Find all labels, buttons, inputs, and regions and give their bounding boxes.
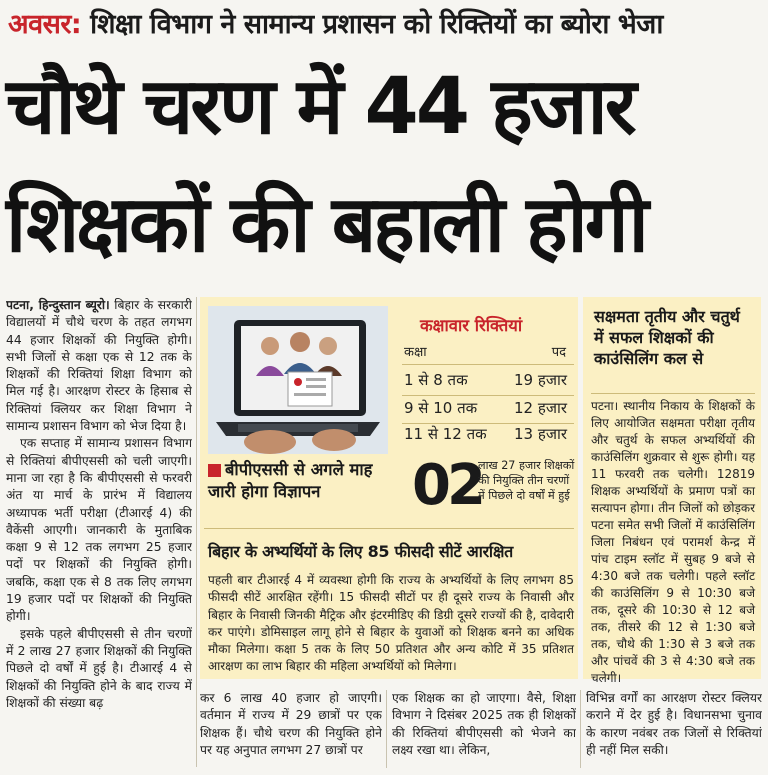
table-row — [404, 370, 574, 394]
vacancy-table-header — [404, 342, 572, 362]
table-row — [404, 424, 574, 448]
stat-number: 02 — [412, 453, 482, 518]
headline-line-2: शिक्षकों की बहाली होगी — [6, 180, 646, 270]
bottom-column-2: एक शिक्षक का हो जाएगा। वैसे, शिक्षा विभाग ने दिसंबर 2025 तक ही शिक्षकों की रिक्तियां बीपीएससी को भेजने का लक्ष्य रखा था। लेकिन, — [392, 691, 576, 757]
column-divider — [386, 690, 387, 768]
counseling-text: पटना। स्थानीय निकाय के शिक्षकों के लिए आयोजित सक्षमता परीक्षा तृतीय और चतुर्थ के सफल अभ्यर्थियों की काउंसिलिंग शुक्रवार से शुरू होगी। यह 11 फरवरी तक चलेगी। 12819 शिक्षक अभ्यर्थियों के प्रमाण पत्रों का सत्यापन होगा। तीन जिलों को छोड़कर पटना समेत सभी जिलों में काउंसिलिंग जिला निबंधन एवं परामर्श केन्द्र में पांच टाइम स्लॉट में सुबह 9 बजे से 4:30 बजे तक चलेगी। पहले स्लॉट की काउंसिलिंग 9 से 10:30 बजे तक, दूसरे की 10:30 से 12 बजे तक, तीसरे की 12 से 1:30 बजे तक, चौथे की 1:30 से 3 बजे तक और पांचवें की 3 से 4:30 बजे तक चलेगी। — [591, 399, 755, 685]
domicile-section-title: बिहार के अभ्यर्थियों के लिए 85 फीसदी सीटें आरक्षित — [208, 542, 513, 561]
counseling-divider — [591, 393, 755, 394]
table-rule — [402, 395, 574, 396]
laptop-illustration — [208, 306, 388, 454]
table-rule — [402, 364, 574, 365]
row-posts: 19 हजार — [514, 371, 567, 389]
dateline: पटना, हिन्दुस्तान ब्यूरो। — [6, 298, 110, 312]
article-paragraph-3: इसके पहले बीपीएससी से तीन चरणों में 2 लाख 27 हजार शिक्षकों की नियुक्ति पिछले दो वर्षों में हुई है। टीआरई 4 से शिक्षकों की नियुक्ति होने के बाद राज्य में शिक्षकों की संख्या बढ़ — [6, 626, 192, 710]
column-divider — [580, 690, 581, 768]
row-class: 1 से 8 तक — [404, 371, 468, 389]
stat-text: लाख 27 हजार शिक्षकों की नियुक्ति तीन चरणों में पिछले दो वर्षों में हुई — [478, 459, 575, 502]
left-column — [6, 297, 192, 759]
kicker-line — [8, 4, 760, 44]
row-posts: 13 हजार — [514, 425, 567, 443]
bottom-column-3: विभिन्न वर्गों का आरक्षण रोस्टर क्लियर कराने में देर हुई है। विधानसभा चुनाव के कारण नवंबर तक जिलों से रिक्तियां ही नहीं मिल सकी। — [586, 691, 762, 757]
column-divider — [196, 297, 197, 767]
row-posts: 12 हजार — [514, 399, 567, 417]
table-row — [404, 398, 574, 422]
image-caption — [208, 459, 398, 521]
counseling-title: सक्षमता तृतीय और चतुर्थ में सफल शिक्षकों की काउंसिलिंग कल से — [594, 307, 740, 368]
article-paragraph-2: एक सप्ताह में सामान्य प्रशासन विभाग से रिक्तियां बीपीएससी को चली जाएगी। माना जा रहा है कि बीपीएससी से फरवरी अंत या मार्च के प्रारंभ में विद्यालय अध्यापक भर्ती परीक्षा (टीआरई 4) की वैकेंसी आएगी। जानकारी के मुताबिक कक्षा 9 से 12 तक लगभग 25 हजार पदों पर शिक्षकों की नियुक्ति होगी। जबकि, कक्षा एक से 8 तक लिए लगभग 19 हजार पदों पर शिक्षकों की नियुक्ति होगी। — [6, 436, 192, 624]
headline-line-1: चौथे चरण में 44 हजार — [6, 62, 634, 152]
image-caption-text: बीपीएससी से अगले माह जारी होगा विज्ञापन — [208, 460, 373, 501]
bottom-column-1: कर 6 लाख 40 हजार हो जाएगी। वर्तमान में राज्य में 29 छात्रों पर एक शिक्षक हैं। चौथे चरण की नियुक्ति होने पर यह अनुपात लगभग 27 छात्रों पर — [200, 691, 382, 757]
row-class: 9 से 10 तक — [404, 399, 478, 417]
caption-bullet-icon — [208, 464, 221, 477]
laptop-people-icon — [208, 306, 388, 454]
col-header-posts: पद — [551, 345, 566, 360]
col-header-class: कक्षा — [404, 345, 427, 360]
section-divider — [204, 528, 574, 529]
domicile-section-text: पहली बार टीआरई 4 में व्यवस्था होगी कि राज्य के अभ्यर्थियों के लिए लगभग 85 फीसदी सीटें आरक्षित रहेंगी। 15 फीसदी सीटों पर ही दूसरे राज्य के निवासी और बिहार के निवासी जिनकी मैट्रिक और इंटरमीडिए की डिग्री दूसरे राज्यों की है, दावेदारी कर पाएंगे। डोमिसाइल लागू होने से बिहार के युवाओं को शिक्षक बनने का अधिक मौका मिलेगा। कक्षा 5 तक के लिए 50 प्रतिशत और अन्य कोटि में 35 प्रतिशत आरक्षण का लाभ बिहार की महिला अभ्यर्थियों को मिलेगा। — [208, 573, 574, 674]
kicker-text: शिक्षा विभाग ने सामान्य प्रशासन को रिक्तियों का ब्योरा भेजा — [81, 9, 663, 40]
vacancy-table-title: कक्षावार रिक्तियां — [420, 316, 523, 335]
article-paragraph-1 — [6, 297, 192, 435]
kicker-label: अवसर: — [8, 9, 82, 40]
row-class: 11 से 12 तक — [404, 425, 487, 443]
article-paragraph-1-text: बिहार के सरकारी विद्यालयों में चौथे चरण के तहत लगभग 44 हजार शिक्षकों की नियुक्ति होगी। सभी जिलों से कक्षा एक से 12 तक के शिक्षकों की रिक्तियां शिक्षा विभाग को मिल गई है। आरक्षण रोस्टर के हिसाब से रिक्तियां क्लियर कर शिक्षा विभाग ने सामान्य प्रशासन विभाग को भेज दिया है। — [6, 298, 192, 434]
